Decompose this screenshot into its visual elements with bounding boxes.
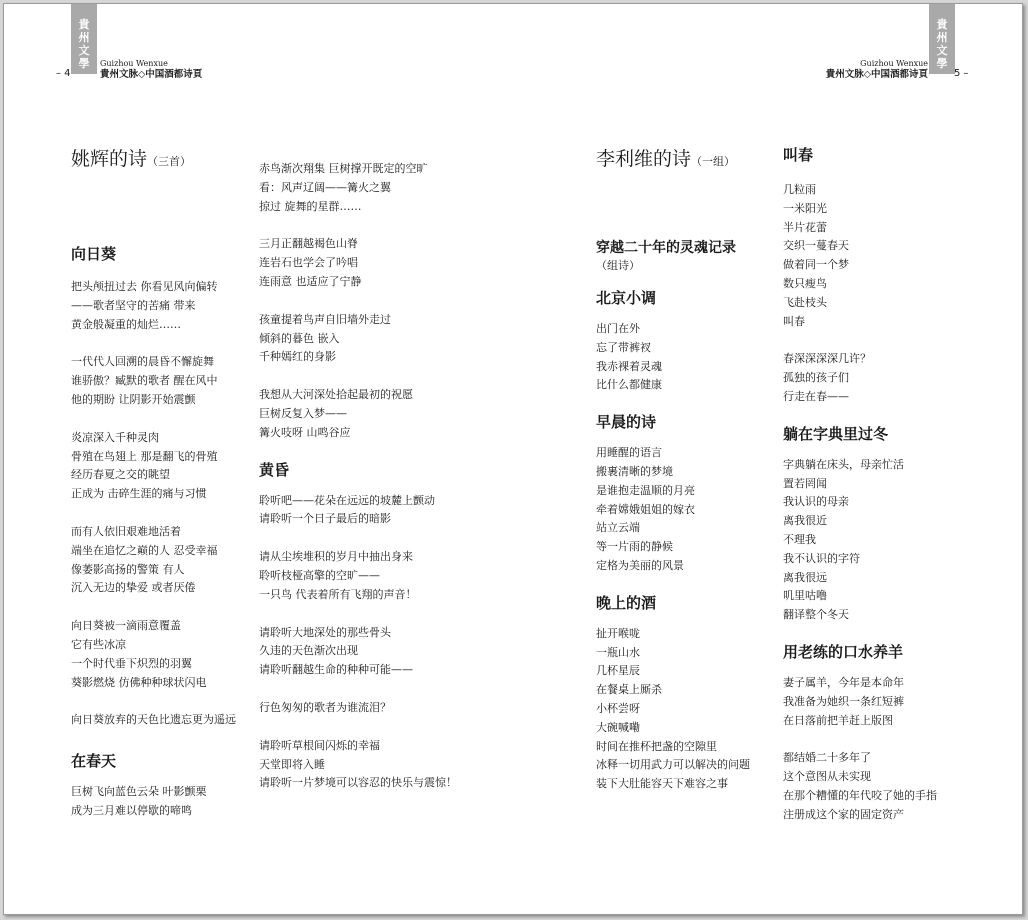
poem-line: 一代代人回溯的晨昏不懈旋舞 <box>71 355 214 369</box>
stanza <box>596 444 776 576</box>
stanza <box>71 353 251 409</box>
poem-title-raising-sheep: 用老练的口水养羊 <box>783 642 904 661</box>
author-title-yaohui <box>71 144 251 171</box>
poem-line: 这个意图从未实现 <box>783 770 871 784</box>
poem-title-sunflower: 向日葵 <box>71 245 117 263</box>
stanza <box>783 749 983 824</box>
poem-line: 几杯星辰 <box>596 664 640 678</box>
poem-line: 冰释一切用武力可以解决的问题 <box>596 758 750 772</box>
poem-line: 请聆听草根间闪烁的幸福 <box>259 738 380 752</box>
poem-line: 搬裹清晰的梦境 <box>596 464 673 478</box>
poem-line: 聆听枝桠高擎的空旷—— <box>259 568 380 582</box>
stanza <box>259 311 469 367</box>
stanza <box>71 523 251 598</box>
poem-line: 比什么都健康 <box>596 378 662 392</box>
author-note: （三首） <box>147 155 192 168</box>
stanza <box>259 699 469 718</box>
poem-line: 看：风声辽阔——篝火之翼 <box>259 180 391 194</box>
poem-line: 千种嫣红的身影 <box>259 350 336 364</box>
left-tab-label: 貴州文學 <box>78 18 90 70</box>
poem-line: 置若罔闻 <box>783 476 827 490</box>
poem-line: 我准备为她织一条红短裤 <box>783 694 904 708</box>
poem-line: 赤鸟渐次翔集 巨树撑开既定的空旷 <box>259 162 428 175</box>
right-header-en: Guizhou Wenxue <box>860 59 928 68</box>
poem-line: 忘了带裤衩 <box>596 340 651 354</box>
poem-line: 炎凉深入千种灵肉 <box>71 430 159 444</box>
poem-title-spring-call: 叫春 <box>783 146 814 164</box>
poem-line: ——歌者坚守的苦痛 带来 <box>71 298 196 312</box>
poem-line: 天堂即将入睡 <box>259 757 325 771</box>
poem-title-in-spring: 在春天 <box>71 752 117 771</box>
poem-line: 向日葵被一滴雨意覆盖 <box>71 619 181 633</box>
left-header-tab <box>71 4 97 74</box>
stanza <box>259 492 469 530</box>
group-title-text: 穿越二十年的灵魂记录 <box>596 240 736 256</box>
stanza <box>259 737 469 793</box>
poem-title-morning: 早晨的诗 <box>596 413 657 432</box>
poem-line: 是谁抱走温顺的月亮 <box>596 483 695 497</box>
poem-line: 请聆听一个日子最后的暗影 <box>259 512 391 526</box>
poem-line: 定格为美丽的风景 <box>596 558 684 572</box>
poem-line: 我赤裸着灵魂 <box>596 359 662 373</box>
stanza <box>71 783 251 821</box>
poem-line: 数只瘦鸟 <box>783 276 827 290</box>
poem-title-beijing: 北京小调 <box>596 289 657 307</box>
poem-line: 正成为 击碎生涯的痛与习惯 <box>71 487 207 501</box>
poem-line: 请聆听翻越生命的种种可能—— <box>259 663 413 677</box>
poem-line: 用睡醒的语言 <box>596 446 662 460</box>
poem-line: 字典躺在床头，母亲忙活 <box>783 457 904 471</box>
left-header-en: Guizhou Wenxue <box>100 59 168 68</box>
poem-line: 端坐在追忆之巅的人 忍受幸福 <box>71 543 218 557</box>
stanza <box>596 625 776 794</box>
poem-line: 几粒雨 <box>783 183 816 196</box>
poem-line: 等一片雨的静候 <box>596 540 673 554</box>
poem-line: 一米阳光 <box>783 201 827 215</box>
stanza <box>783 456 983 625</box>
stanza <box>259 548 469 604</box>
stanza <box>259 160 469 216</box>
poem-line: 离我很近 <box>783 514 827 528</box>
left-header-zh: 貴州文脉◇中国酒都诗頁 <box>100 69 203 80</box>
poem-line: 翻译整个冬天 <box>783 608 849 622</box>
stanza <box>596 320 776 395</box>
poem-line: 在餐桌上厮杀 <box>596 683 662 697</box>
left-page-number: – 4 <box>56 68 71 79</box>
poem-line: 把头颅扭过去 你看见风向偏转 <box>71 280 218 293</box>
poem-line: 大碗喊嘞 <box>596 720 640 734</box>
right-column-1 <box>596 144 776 794</box>
poem-line: 骨殖在鸟翅上 那是翻飞的骨殖 <box>71 449 218 463</box>
poem-line: 黄金般凝重的灿烂…… <box>71 317 181 331</box>
stanza <box>71 711 251 730</box>
poem-line: 小杯尝呀 <box>596 701 640 715</box>
stanza <box>259 235 469 291</box>
poem-line: 飞赴枝头 <box>783 295 827 309</box>
poem-line: 春深深深深几许？ <box>783 352 871 366</box>
poem-line: 半片花蕾 <box>783 220 827 234</box>
right-column-2 <box>783 144 983 825</box>
right-header-zh: 貴州文脉◇中国酒都诗頁 <box>825 69 928 80</box>
poem-line: 站立云端 <box>596 521 640 535</box>
poem-line: 在日落前把羊赶上版图 <box>783 713 893 727</box>
poem-line: 做着同一个梦 <box>783 258 849 272</box>
poem-line: 在那个糟懂的年代咬了她的手指 <box>783 788 937 802</box>
poem-line: 交织一蔓春天 <box>783 239 849 253</box>
poem-title-dictionary-winter: 躺在字典里过冬 <box>783 424 889 443</box>
right-tab-label: 貴州文學 <box>936 18 948 70</box>
poem-line: 注册成这个家的固定资产 <box>783 807 904 821</box>
poem-line: 一只鸟 代表着所有飞翔的声音！ <box>259 587 417 601</box>
right-running-header <box>826 58 928 80</box>
poem-line: 倾斜的暮色 嵌入 <box>259 331 340 345</box>
stanza <box>783 674 983 730</box>
poem-line: 三月正翻越褐色山脊 <box>259 237 358 251</box>
author-name: 姚辉的诗 <box>71 148 148 170</box>
poem-line: 一瓶山水 <box>596 645 640 659</box>
right-page-number: 5 – <box>954 68 969 79</box>
author-title-liliwei <box>596 144 776 171</box>
poem-line: 我不认识的字符 <box>783 551 860 565</box>
left-running-header <box>100 58 202 80</box>
poem-line: 我想从大河深处拾起最初的祝愿 <box>259 388 413 402</box>
poem-line: 出门在外 <box>596 322 640 335</box>
poem-line: 掠过 旋舞的星群…… <box>259 199 362 213</box>
poem-line: 时间在推杯把盏的空隙里 <box>596 739 717 753</box>
poem-line: 成为三月难以停歇的啼鸣 <box>71 803 192 817</box>
poem-line: 谁骄傲？臧默的歌者 醒在风中 <box>71 374 218 388</box>
poem-line: 它有些冰凉 <box>71 637 126 651</box>
poem-line: 久违的天色渐次出现 <box>259 644 358 658</box>
poem-line: 葵影燃烧 仿佛种种球状闪电 <box>71 675 207 689</box>
stanza <box>783 350 983 406</box>
poem-line: 巨树反复入梦—— <box>259 406 347 420</box>
poem-line: 连岩石也学会了吟唱 <box>259 256 358 270</box>
poem-line: 像萎影高扬的警策 有人 <box>71 562 185 576</box>
author-note: （一组） <box>691 155 736 168</box>
poem-line: 妻子属羊，今年是本命年 <box>783 675 904 689</box>
poem-line: 扯开喉咙 <box>596 626 640 640</box>
poem-line: 离我很远 <box>783 570 827 584</box>
poem-line: 牵着嫦娥姐姐的嫁衣 <box>596 502 695 516</box>
poem-line: 我认识的母亲 <box>783 495 849 509</box>
author-name: 李利维的诗 <box>596 148 692 170</box>
poem-line: 行走在春—— <box>783 389 849 403</box>
poem-line: 叫春 <box>783 314 805 328</box>
poem-line: 孩童提着鸟声自旧墙外走过 <box>259 312 391 326</box>
poem-line: 不理我 <box>783 532 816 546</box>
stanza <box>71 429 251 504</box>
poem-line: 请聆听一片梦境可以容忍的快乐与震惊！ <box>259 776 457 790</box>
group-title <box>596 237 776 273</box>
poem-line: 叽里咕噜 <box>783 589 827 603</box>
poem-line: 装下大肚能容天下难容之事 <box>596 777 728 791</box>
stanza <box>259 386 469 442</box>
poem-line: 巨树飞向蓝色云朵 叶影颤栗 <box>71 785 207 799</box>
magazine-spread <box>3 3 1023 915</box>
poem-line: 篝火吱呀 山鸣谷应 <box>259 425 351 439</box>
poem-line: 聆听吧——花朵在远远的坡麓上颤动 <box>259 493 435 507</box>
poem-line: 都结婚二十多年了 <box>783 751 871 765</box>
poem-line: 行色匆匆的歌者为谁流泪？ <box>259 700 391 714</box>
poem-line: 请聆听大地深处的那些骨头 <box>259 625 391 639</box>
stanza <box>71 278 251 334</box>
poem-line: 沉入无边的挚爱 或者厌倦 <box>71 581 196 595</box>
poem-line: 他的期盼 让阴影开始震颤 <box>71 392 196 406</box>
poem-title-dusk: 黄昏 <box>259 460 290 479</box>
group-title-note: （组诗） <box>596 259 640 272</box>
poem-line: 孤独的孩子们 <box>783 371 849 385</box>
poem-title-evening-wine: 晚上的酒 <box>596 593 657 612</box>
stanza <box>71 617 251 692</box>
left-column-1 <box>71 144 251 821</box>
right-header-tab <box>929 4 955 74</box>
poem-line: 请从尘埃堆积的岁月中抽出身来 <box>259 550 413 564</box>
stanza <box>259 624 469 680</box>
poem-line: 连雨意 也适应了宁静 <box>259 274 362 288</box>
poem-line: 一个时代垂下炽烈的羽翼 <box>71 656 192 670</box>
poem-line: 而有人依旧艰难地活着 <box>71 524 181 538</box>
left-column-2 <box>259 160 469 793</box>
stanza <box>783 181 983 331</box>
poem-line: 向日葵放弃的天色比遗忘更为遥远 <box>71 713 236 727</box>
poem-line: 经历春夏之交的眺望 <box>71 468 170 482</box>
